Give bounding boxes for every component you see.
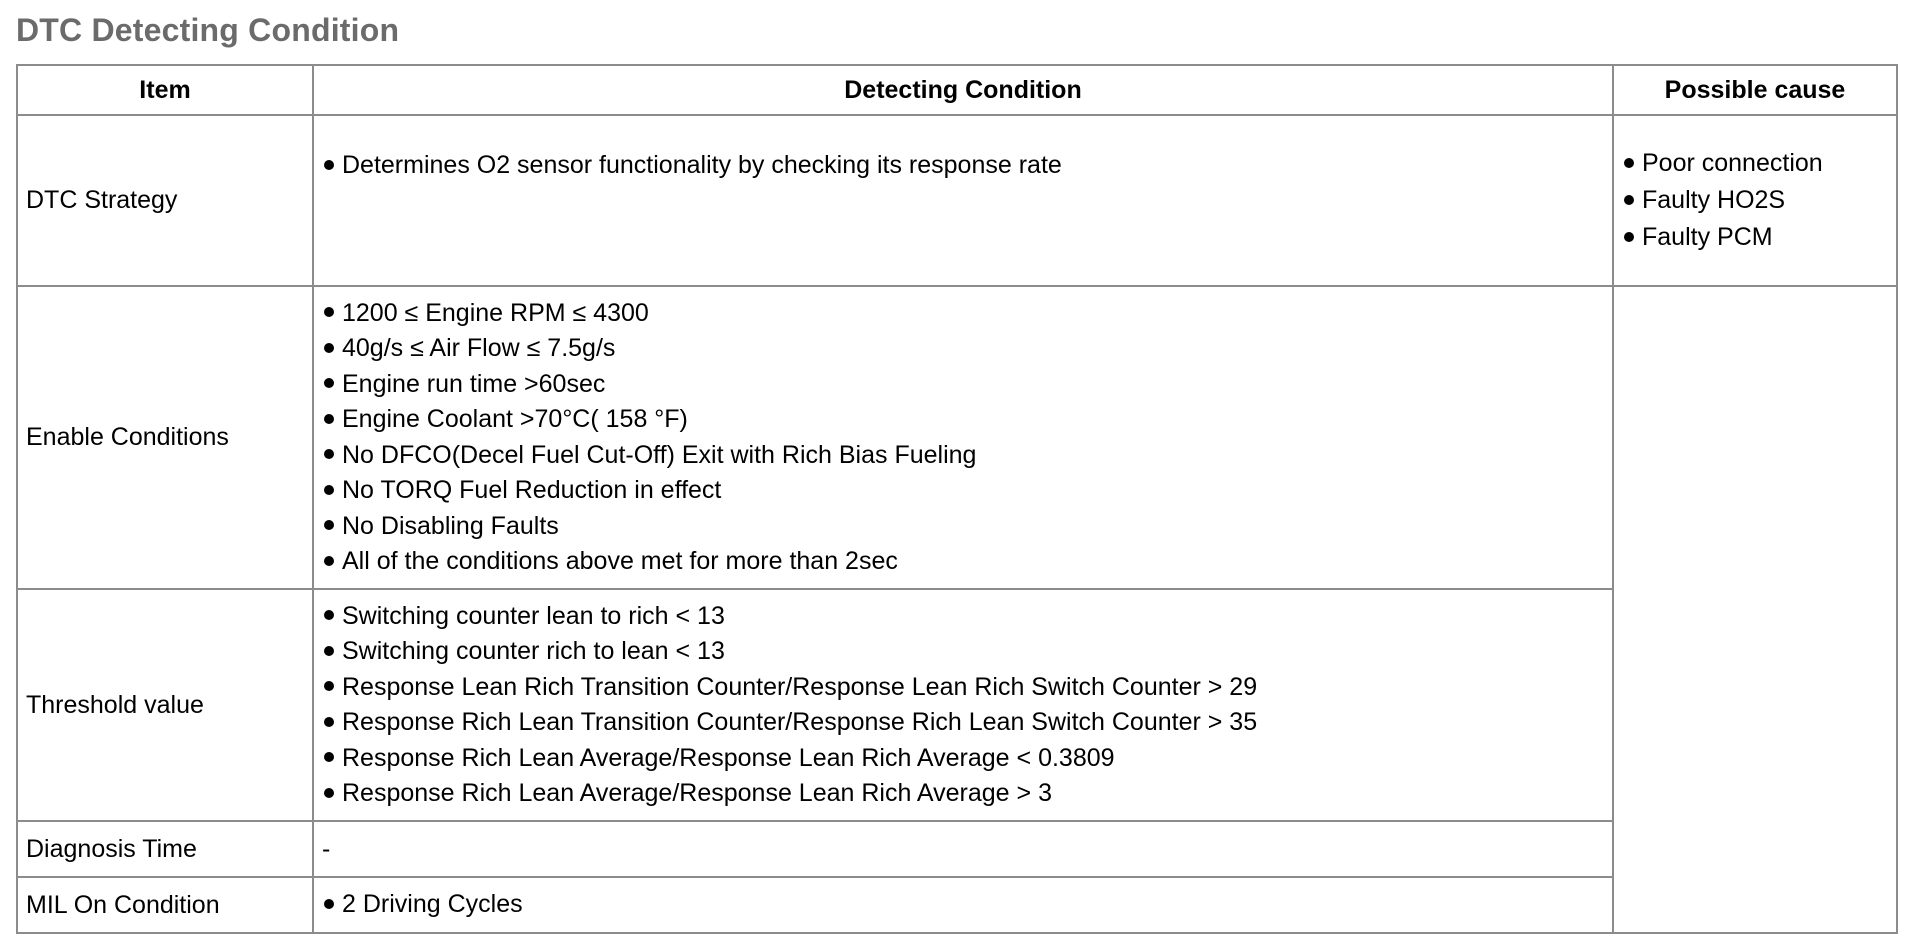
bullet-icon <box>324 717 334 727</box>
table-row-enable-conditions <box>17 286 1897 589</box>
bullet-icon <box>324 788 334 798</box>
bullet-icon <box>324 343 334 353</box>
bullet-icon <box>1624 232 1634 242</box>
bullet-icon <box>324 485 334 495</box>
list-item <box>322 705 1604 741</box>
table-header-row <box>17 65 1897 115</box>
condition-list <box>322 148 1604 184</box>
list-item <box>322 367 1604 403</box>
list-item <box>322 438 1604 474</box>
condition-text: Engine Coolant >70°C( 158 °F) <box>342 405 688 433</box>
condition-text: Response Rich Lean Average/Response Lean Rich Average > 3 <box>342 779 1052 807</box>
bullet-icon <box>324 752 334 762</box>
condition-list <box>322 599 1604 812</box>
detecting-condition-cell <box>313 589 1613 821</box>
list-item <box>322 599 1604 635</box>
item-cell: MIL On Condition <box>17 877 313 933</box>
possible-cause-empty-cell <box>1613 286 1897 933</box>
detecting-condition-cell <box>313 877 1613 933</box>
cause-text: Poor connection <box>1642 149 1823 177</box>
item-cell: DTC Strategy <box>17 115 313 286</box>
condition-text: Switching counter rich to lean < 13 <box>342 637 725 665</box>
condition-text: No DFCO(Decel Fuel Cut-Off) Exit with Rich Bias Fueling <box>342 440 977 469</box>
list-item <box>322 509 1604 545</box>
condition-text: Response Lean Rich Transition Counter/Response Lean Rich Switch Counter > 29 <box>342 672 1258 701</box>
bullet-icon <box>1624 195 1634 205</box>
condition-list <box>322 887 1604 923</box>
bullet-icon <box>324 160 334 170</box>
bullet-icon <box>324 414 334 424</box>
condition-text: Determines O2 sensor functionality by checking its response rate <box>342 151 1062 179</box>
cause-list <box>1622 145 1888 256</box>
list-item <box>1622 219 1888 256</box>
list-item <box>322 634 1604 670</box>
condition-text: Engine run time >60sec <box>342 369 606 398</box>
page-title: DTC Detecting Condition <box>16 12 400 48</box>
condition-text: No Disabling Faults <box>342 511 559 540</box>
detecting-condition-cell <box>313 115 1613 286</box>
possible-cause-cell <box>1613 115 1897 286</box>
cause-text: Faulty HO2S <box>1642 186 1786 214</box>
list-item <box>1622 145 1888 182</box>
bullet-icon <box>324 449 334 459</box>
column-header-possible-cause: Possible cause <box>1613 65 1897 115</box>
list-item <box>322 331 1604 367</box>
condition-text: Switching counter lean to rich < 13 <box>342 601 725 630</box>
detecting-condition-cell <box>313 286 1613 589</box>
condition-text: Response Rich Lean Average/Response Lean Rich Average < 0.3809 <box>342 743 1115 772</box>
list-item <box>322 670 1604 706</box>
bullet-icon <box>324 646 334 656</box>
column-header-detecting-condition: Detecting Condition <box>313 65 1613 115</box>
list-item <box>322 544 1604 580</box>
condition-text: All of the conditions above met for more than 2sec <box>342 547 898 575</box>
dtc-condition-table <box>16 64 1898 934</box>
cause-text: Faulty PCM <box>1642 223 1773 251</box>
bullet-icon <box>324 681 334 691</box>
bullet-icon <box>324 610 334 620</box>
condition-text: 1200 ≤ Engine RPM ≤ 4300 <box>342 298 649 327</box>
bullet-icon <box>324 307 334 317</box>
bullet-icon <box>324 556 334 566</box>
column-header-item: Item <box>17 65 313 115</box>
item-cell: Enable Conditions <box>17 286 313 589</box>
list-item <box>322 776 1604 812</box>
condition-text: Response Rich Lean Transition Counter/Response Rich Lean Switch Counter > 35 <box>342 708 1258 736</box>
item-cell: Threshold value <box>17 589 313 821</box>
condition-text: 40g/s ≤ Air Flow ≤ 7.5g/s <box>342 334 616 362</box>
bullet-icon <box>1624 158 1634 168</box>
bullet-icon <box>324 520 334 530</box>
detecting-condition-cell: - <box>313 821 1613 877</box>
condition-text: 2 Driving Cycles <box>342 890 523 919</box>
list-item <box>322 473 1604 509</box>
condition-text: No TORQ Fuel Reduction in effect <box>342 476 722 504</box>
list-item <box>322 296 1604 332</box>
bullet-icon <box>324 899 334 909</box>
bullet-icon <box>324 378 334 388</box>
item-cell: Diagnosis Time <box>17 821 313 877</box>
list-item <box>1622 182 1888 219</box>
list-item <box>322 402 1604 438</box>
condition-list <box>322 296 1604 580</box>
table-row-dtc-strategy <box>17 115 1897 286</box>
list-item <box>322 887 1604 923</box>
list-item <box>322 148 1604 184</box>
list-item <box>322 741 1604 777</box>
